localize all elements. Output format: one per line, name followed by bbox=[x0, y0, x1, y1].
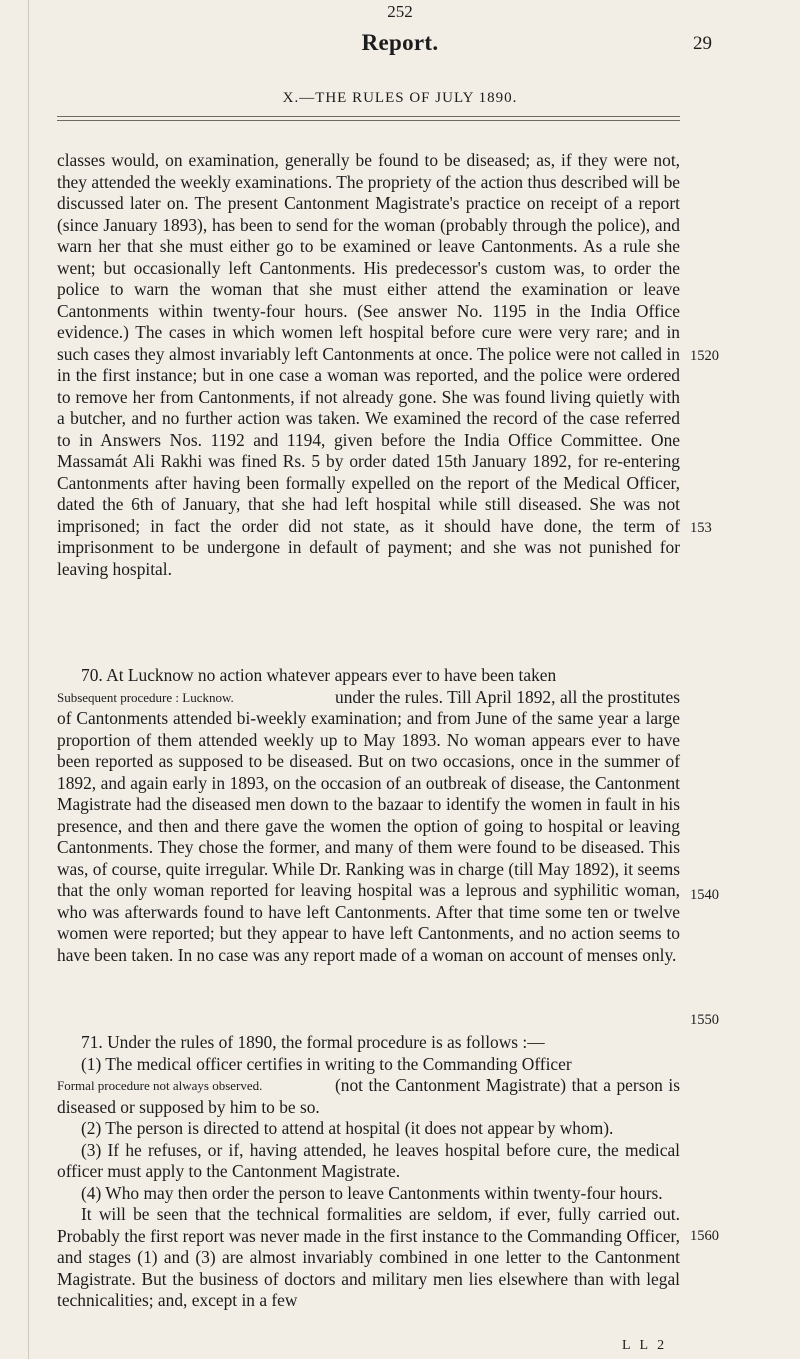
sidenote-subsequent-procedure: Subsequent procedure : Lucknow. bbox=[57, 689, 234, 705]
margin-ref: 1520 bbox=[690, 348, 719, 364]
section-heading: X.—THE RULES OF JULY 1890. bbox=[282, 90, 518, 106]
list-item-4: (4) Who may then order the person to leave Cantonments within twenty-four hours. bbox=[81, 1182, 663, 1203]
paragraph-text: classes would, on examination, generally be found to be diseased; as, if they were not, they attended the weekly examinations. The propriety of the action thus described will be discussed later on. The present Cantonment Magistrate's practice on receipt of a report (since January 1893), has been to send for the woman (probably through the police), and warn her that she must either go to be examined or leave Cantonments. As a rule she went; but occasionally left Cantonments. His predecessor's custom was, to order the police to warn the woman that she must either attend the examination or leave Cantonments within twenty-four hours. (See answer No. 1195 in the India Office evidence.) The cases in which women left hospital before cure were very rare; and in such cases they almost invariably left Cantonments at once. The police were not called in in the first instance; but in one case a woman was reported, and the police were ordered to remove her from Cantonments, if not already gone. She was found living quietly with a butcher, and no further action was taken. We examined the record of the case referred to in Answers Nos. 1192 and 1194, given before the India Office Committee. One Massamát Ali Rakhi was fined Rs. 5 by order dated 15th January 1892, for re-entering Cantonments after having been formally expelled on the report of the Medical Officer, dated the 6th of January, that she had left hospital while still diseased. She was not imprisoned; in fact the order did not state, as it should have done, the term of imprisonment to be undergone in default of payment; and she was not punished for leaving hospital. bbox=[57, 150, 680, 579]
sidenote-formal-procedure: Formal procedure not always observed. bbox=[57, 1078, 263, 1093]
margin-ref: 1540 bbox=[690, 887, 719, 903]
paragraph-71 bbox=[57, 1032, 680, 1312]
report-title: Report. bbox=[361, 30, 439, 55]
paragraph-intro: 71. Under the rules of 1890, the formal procedure is as follows :— bbox=[81, 1032, 545, 1052]
list-item-1-rest: (not the Cantonment Magistrate) that a person is diseased or supposed by him to be so. bbox=[57, 1075, 680, 1117]
paragraph-continued bbox=[57, 150, 680, 580]
paragraph-70 bbox=[57, 665, 680, 966]
paragraph-number: 70. bbox=[81, 665, 103, 685]
signature-mark: L L 2 bbox=[622, 1338, 668, 1353]
page-number: 29 bbox=[693, 33, 712, 54]
header-rule bbox=[57, 116, 680, 117]
binding-edge-line bbox=[28, 0, 29, 1359]
volume-page-number: 252 bbox=[387, 2, 413, 21]
list-item-2: (2) The person is directed to attend at hospital (it does not appear by whom). bbox=[81, 1118, 614, 1138]
list-item-1-lead: (1) The medical officer certifies in writing to the Commanding Officer bbox=[81, 1053, 572, 1074]
closing-paragraph: It will be seen that the technical formalities are seldom, if ever, fully carried out. Probably the first report was never made in the first instance to the Commanding Officer, and stages (1) and (3) are almost invariably combined in one letter to the Cantonment Magistrate. But the business of doctors and military men lies elsewhere than with legal technicalities; and, except in a few bbox=[57, 1204, 680, 1310]
paragraph-lead: At Lucknow no action whatever appears ever to have been taken bbox=[106, 665, 557, 685]
paragraph-text: under the rules. Till April 1892, all the prostitutes of Cantonments attended bi-weekly examination; and from June of the same year a large proportion of them attended weekly up to May 1893. No woman appears ever to have been reported as supposed to be diseased. But on two occasions, once in the summer of 1892, and again early in 1893, on the occasion of an outbreak of disease, the Cantonment Magistrate had the diseased men down to the bazaar to identify the women in fault in his presence, and then and there gave the women the option of going to hospital or leaving Cantonments. They chose the former, and many of them were found to be diseased. This was, of course, quite irregular. While Dr. Ranking was in charge (till May 1892), it seems that the only woman reported for leaving hospital was a leprous and syphilitic woman, who was afterwards found to have left Cantonments. After that time some ten or twelve women were reported; but they appear to have left Cantonments, and no action seems to have been taken. In no case was any report made of a woman on account of menses only. bbox=[57, 686, 680, 965]
header-rule-lower bbox=[57, 120, 680, 121]
margin-ref: 153 bbox=[690, 520, 712, 536]
margin-ref: 1560 bbox=[690, 1228, 719, 1244]
list-item-3: (3) If he refuses, or if, having attended, he leaves hospital before cure, the medical officer must apply to the Cantonment Magistrate. bbox=[57, 1139, 680, 1181]
margin-ref: 1550 bbox=[690, 1012, 719, 1028]
